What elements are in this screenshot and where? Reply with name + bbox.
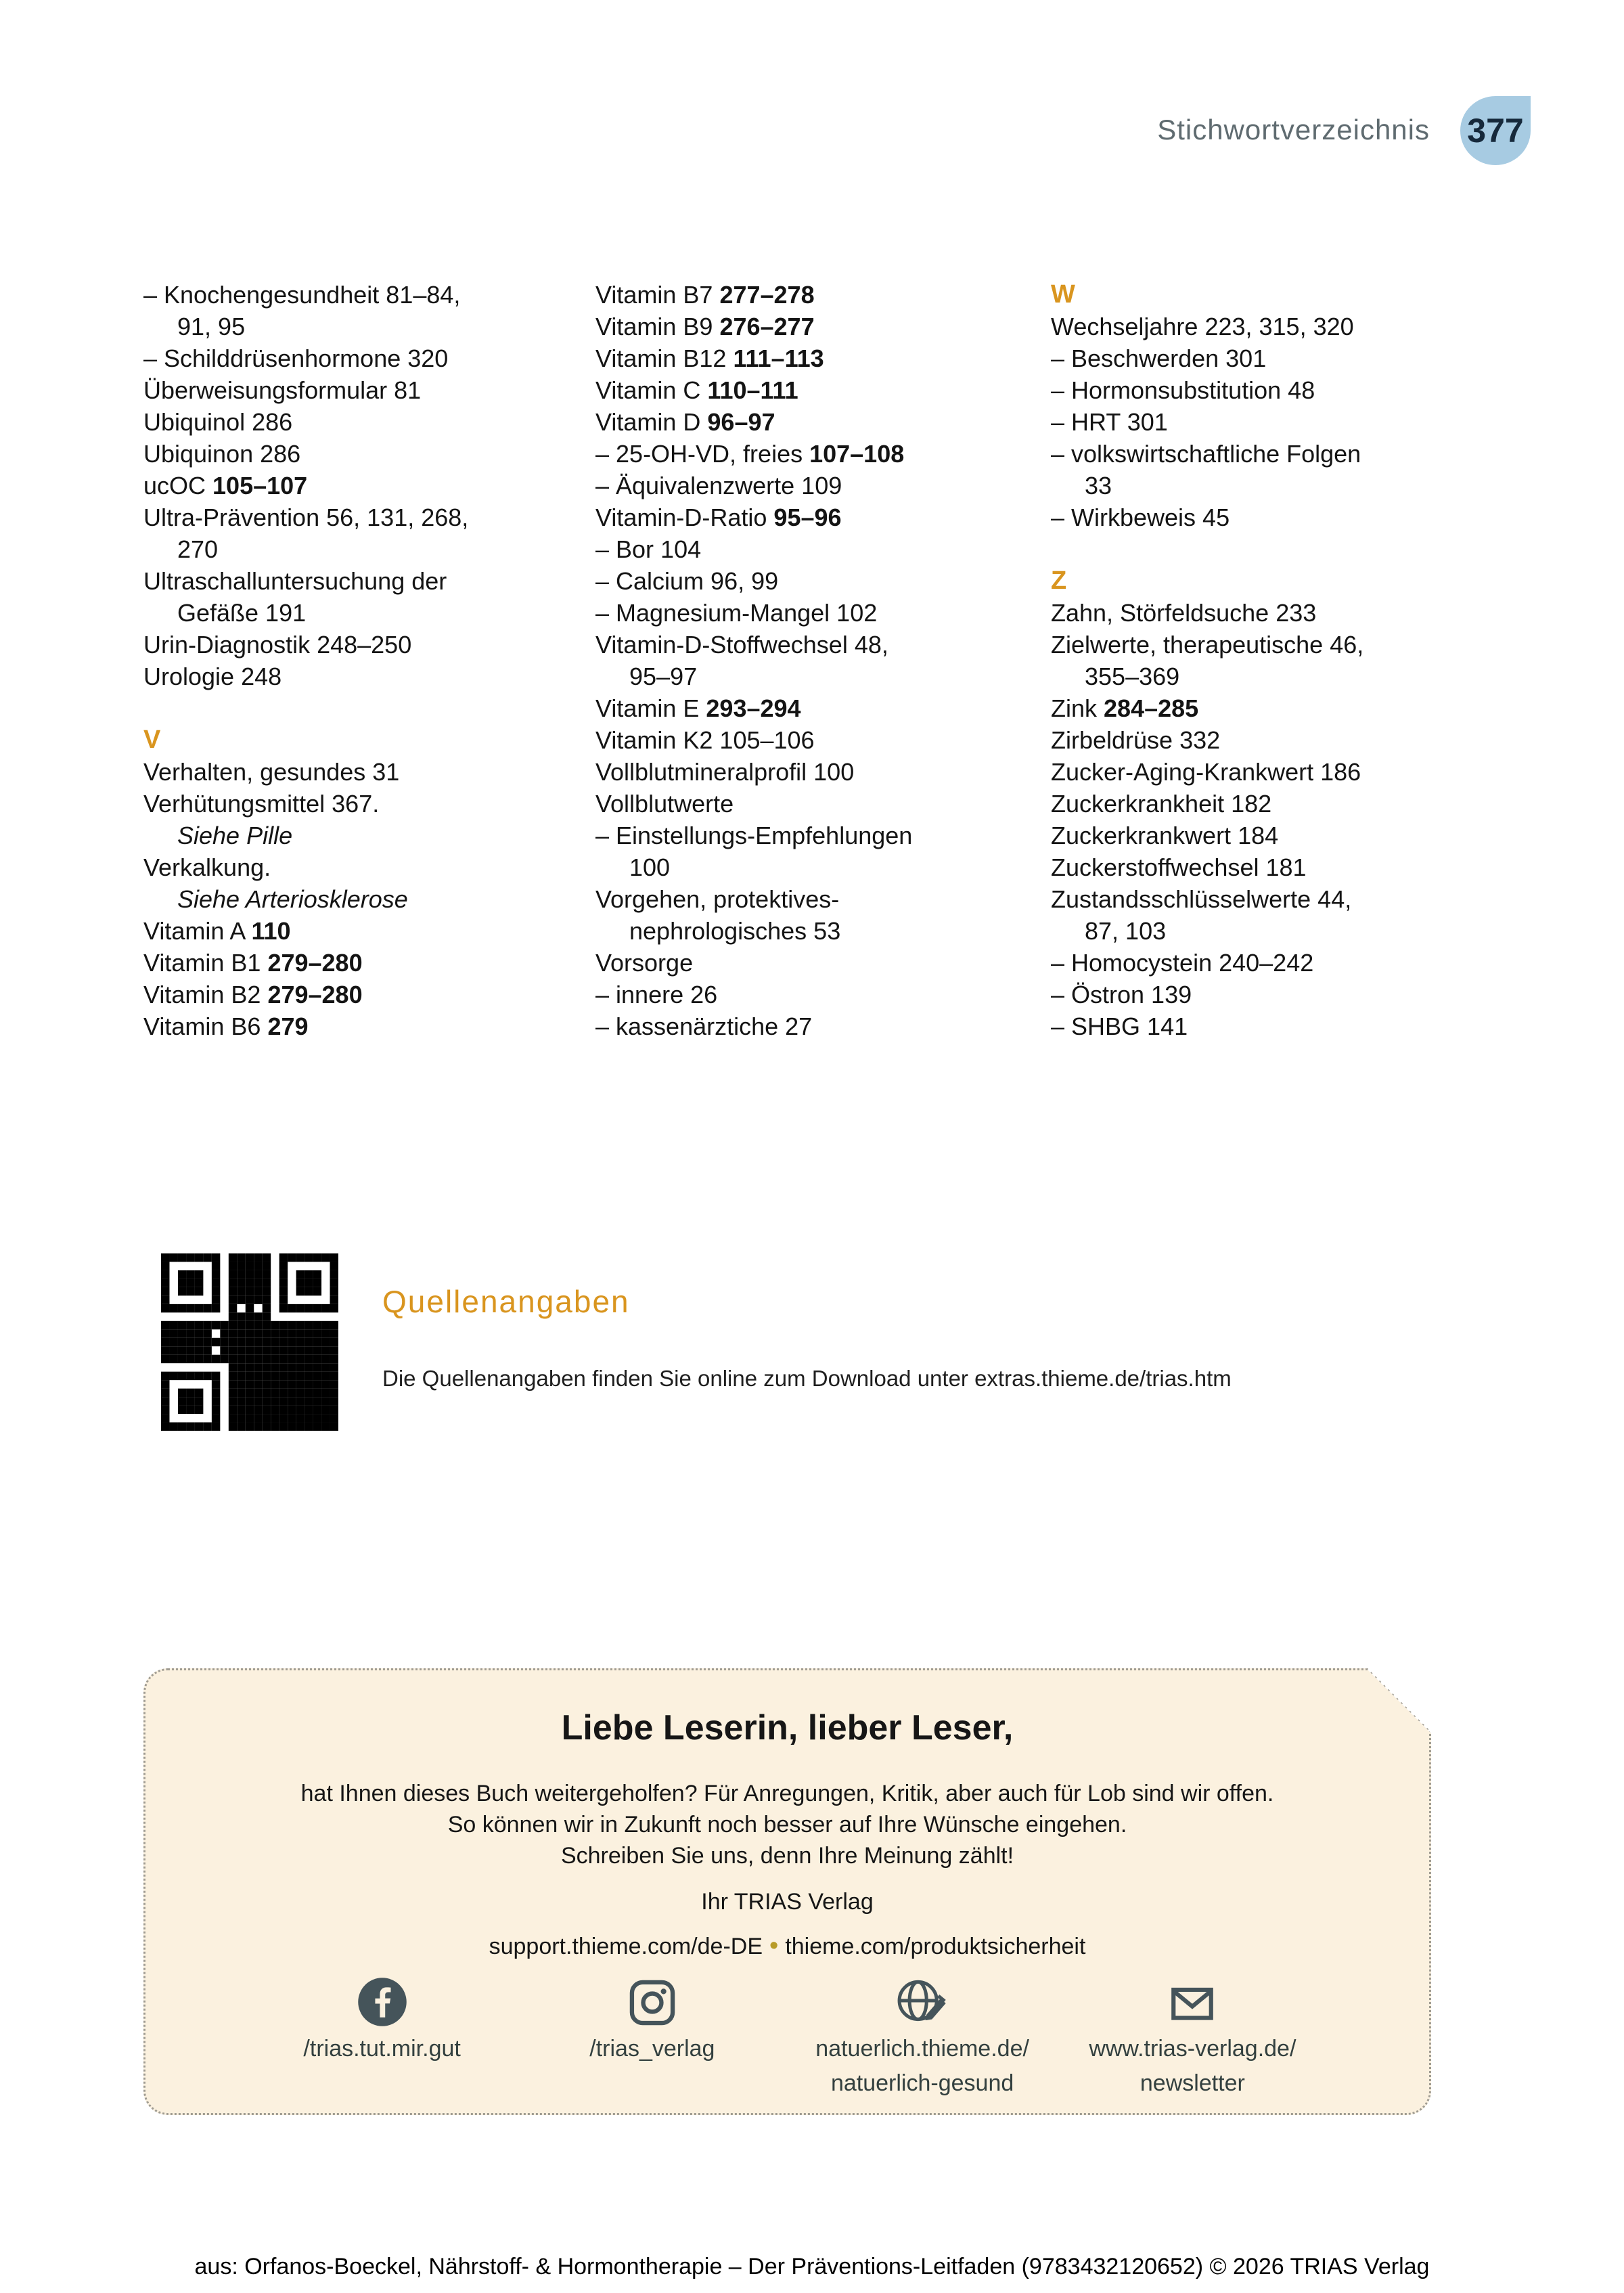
index-entry: Vitamin K2 105–106 <box>595 726 815 754</box>
see-reference: Siehe Arteriosklerose <box>177 885 408 913</box>
newsletter-icon <box>1167 1973 1217 2028</box>
index-entry: Zahn, Störfeldsuche 233 <box>1051 599 1317 627</box>
index-entry: 100 <box>629 853 671 881</box>
index-entry: Vitamin-D-Stoffwechsel 48, <box>595 631 888 659</box>
footer-credit: aus: Orfanos-Boeckel, Nährstoff- & Hormontherapie – Der Präventions-Leitfaden (9783432120652) © 2026 TRIAS Verlag <box>194 2254 1430 2279</box>
index-entry: Vitamin-D-Ratio 95–96 <box>595 504 842 531</box>
reader-box-paragraph <box>145 1778 1429 1871</box>
support-links <box>145 1932 1429 1961</box>
index-entry: Verhütungsmittel 367. <box>143 790 380 818</box>
index-entry: Vitamin C 110–111 <box>595 376 798 404</box>
index-entry: Ubiquinon 286 <box>143 440 301 468</box>
reader-box-line: So können wir in Zukunft noch besser auf Ihre Wünsche eingehen. <box>447 1812 1127 1838</box>
social-label[interactable]: /trias_verlag <box>589 2036 715 2062</box>
index-entry: Vollblutwerte <box>595 790 734 818</box>
qr-code <box>161 1253 338 1431</box>
index-column-1 <box>143 279 593 1042</box>
running-head-title: Stichwortverzeichnis <box>1157 114 1430 146</box>
social-label[interactable]: www.trias-verlag.de/ <box>1089 2036 1296 2062</box>
index-entry: – HRT 301 <box>1051 408 1168 436</box>
index-entry: Verhalten, gesundes 31 <box>143 758 400 786</box>
index-entry: Vitamin B9 276–277 <box>595 313 815 340</box>
index-entry: – Knochengesundheit 81–84, <box>143 281 461 309</box>
index-entry: Zirbeldrüse 332 <box>1051 726 1221 754</box>
bullet-separator: • <box>769 1932 779 1960</box>
index-entry: – Bor 104 <box>595 535 702 563</box>
index-entry: Vitamin A 110 <box>143 917 291 945</box>
index-entry: Vitamin B12 111–113 <box>595 344 824 372</box>
instagram-icon <box>627 1973 678 2028</box>
index-entry: – Wirkbeweis 45 <box>1051 504 1230 531</box>
social-label[interactable]: newsletter <box>1140 2070 1245 2096</box>
index-entry: Überweisungsformular 81 <box>143 376 422 404</box>
reader-box-line: hat Ihnen dieses Buch weitergeholfen? Für Anregungen, Kritik, aber auch für Lob sind wir offen. <box>300 1781 1274 1806</box>
index-entry: – innere 26 <box>595 981 718 1008</box>
section-letter: Z <box>1051 566 1067 595</box>
facebook-icon <box>356 1973 409 2028</box>
index-entry: Vitamin B6 279 <box>143 1012 309 1040</box>
index-entry: 95–97 <box>629 663 698 690</box>
index-entry: Zuckerstoffwechsel 181 <box>1051 853 1307 881</box>
index-entry: – Homocystein 240–242 <box>1051 949 1314 977</box>
social-links-row <box>145 1973 1429 2097</box>
index-entry: – Magnesium-Mangel 102 <box>595 599 878 627</box>
index-entry: Ultraschalluntersuchung der <box>143 567 447 595</box>
index-entry: Vitamin D 96–97 <box>595 408 775 436</box>
index-entry: Vitamin B7 277–278 <box>595 281 815 309</box>
index-entry: 270 <box>177 535 219 563</box>
social-label[interactable]: natuerlich-gesund <box>830 2070 1014 2096</box>
page-number-badge <box>1460 96 1531 165</box>
index-entry: – Schilddrüsenhormone 320 <box>143 344 449 372</box>
social-item-instagram[interactable] <box>517 1973 787 2097</box>
index-entry: Verkalkung. <box>143 853 271 881</box>
index-entry: Zustandsschlüsselwerte 44, <box>1051 885 1352 913</box>
index-entry: – volkswirtschaftliche Folgen <box>1051 440 1361 468</box>
index-entry: – Östron 139 <box>1051 981 1192 1008</box>
index-entry: – kassenärztiche 27 <box>595 1012 813 1040</box>
index-entry: – Einstellungs-Empfehlungen <box>595 822 913 849</box>
page-number: 377 <box>1467 112 1524 150</box>
index-entry: – Beschwerden 301 <box>1051 344 1267 372</box>
social-item-website[interactable] <box>788 1973 1058 2097</box>
section-gap <box>1051 533 1497 565</box>
index-entry: nephrologisches 53 <box>629 917 841 945</box>
see-reference: Siehe Pille <box>177 822 293 849</box>
index-entry: Urologie 248 <box>143 663 282 690</box>
social-item-newsletter[interactable] <box>1058 1973 1328 2097</box>
index-entry: – Calcium 96, 99 <box>595 567 779 595</box>
globe-pen-icon <box>895 1973 950 2028</box>
index-entry: – Hormonsubstitution 48 <box>1051 376 1315 404</box>
index-entry: Vitamin B2 279–280 <box>143 981 363 1008</box>
section-gap <box>143 692 593 724</box>
section-letter: V <box>143 726 161 754</box>
index-entry: Ultra-Prävention 56, 131, 268, <box>143 504 469 531</box>
index-entry: Zuckerkrankwert 184 <box>1051 822 1279 849</box>
index-entry: Zuckerkrankheit 182 <box>1051 790 1272 818</box>
index-entry: 355–369 <box>1085 663 1180 690</box>
index-entry: Vollblutmineralprofil 100 <box>595 758 855 786</box>
support-link-right[interactable]: thieme.com/produktsicherheit <box>785 1934 1086 1959</box>
index-entry: Zucker-Aging-Krankwert 186 <box>1051 758 1361 786</box>
index-entry: 87, 103 <box>1085 917 1167 945</box>
social-label[interactable]: /trias.tut.mir.gut <box>303 2036 461 2062</box>
section-letter: W <box>1051 280 1075 309</box>
index-column-3 <box>1051 279 1497 1042</box>
index-entry: – SHBG 141 <box>1051 1012 1188 1040</box>
index-entry: Vitamin E 293–294 <box>595 694 801 722</box>
social-label[interactable]: natuerlich.thieme.de/ <box>815 2036 1029 2062</box>
index-entry: ucOC 105–107 <box>143 472 308 499</box>
index-entry: 91, 95 <box>177 313 246 340</box>
support-link-left[interactable]: support.thieme.com/de-DE <box>489 1934 763 1959</box>
sources-text: Die Quellenangaben finden Sie online zum Download unter extras.thieme.de/trias.htm <box>382 1366 1232 1391</box>
reader-letter-box <box>143 1668 1431 2115</box>
index-entry: Zink 284–285 <box>1051 694 1199 722</box>
index-entry: – Äquivalenzwerte 109 <box>595 472 842 499</box>
index-entry: Urin-Diagnostik 248–250 <box>143 631 412 659</box>
index-column-2 <box>595 279 1049 1042</box>
reader-box-line: Schreiben Sie uns, denn Ihre Meinung zählt! <box>560 1843 1014 1869</box>
index-entry: Ubiquinol 286 <box>143 408 293 436</box>
index-entry: 33 <box>1085 472 1112 499</box>
reader-box-title: Liebe Leserin, lieber Leser, <box>561 1708 1014 1747</box>
index-entry: Vorsorge <box>595 949 694 977</box>
index-entry: Vitamin B1 279–280 <box>143 949 363 977</box>
index-entry: Wechseljahre 223, 315, 320 <box>1051 313 1354 340</box>
index-entry: Gefäße 191 <box>177 599 307 627</box>
publisher-signature: Ihr TRIAS Verlag <box>701 1889 874 1915</box>
index-entry: Zielwerte, therapeutische 46, <box>1051 631 1364 659</box>
index-entry: – 25-OH-VD, freies 107–108 <box>595 440 905 468</box>
social-item-facebook[interactable] <box>247 1973 517 2097</box>
sources-heading: Quellenangaben <box>382 1284 630 1319</box>
index-entry: Vorgehen, protektives- <box>595 885 840 913</box>
